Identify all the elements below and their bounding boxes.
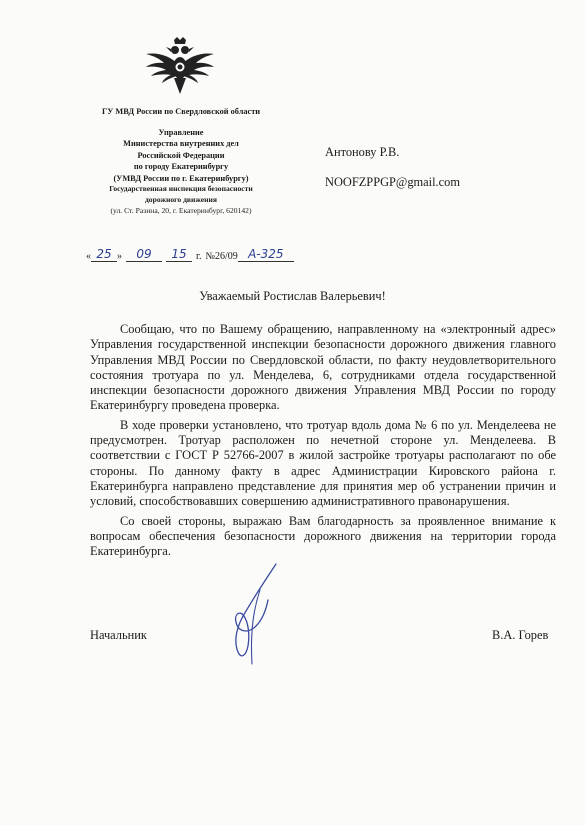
- document-number: №26/09: [205, 251, 238, 262]
- recipient-name: Антонову Р.В.: [325, 145, 400, 159]
- signer-position: Начальник: [90, 628, 147, 642]
- recipient-email: NOOFZPPGP@gmail.com: [325, 175, 460, 189]
- date-month: 09: [126, 247, 162, 262]
- department-line: Министерства внутренних дел: [123, 139, 239, 148]
- recipient-block: [325, 137, 460, 197]
- date-open-quote: «: [86, 251, 91, 262]
- date-close-quote: »: [117, 251, 122, 262]
- department-line: Российской Федерации: [137, 150, 225, 160]
- date-day: 25: [91, 247, 117, 262]
- department-line: по городу Екатеринбургу: [133, 162, 229, 171]
- salutation: Уважаемый Ростислав Валерьевич!: [199, 289, 386, 303]
- body-paragraph: Сообщаю, что по Вашему обращению, направленному на «электронный адрес» Управления государственной инспекции безопасности дорожного движения главного Управления МВД России по Свердловской области, по факту неудовлетворительного состояния тротуара по ул. Менделева, 6, сотрудниками отдела государственной инспекции безопасности дорожного движения Управления МВД России по городу Екатеринбургу проведена проверка.: [90, 322, 556, 413]
- reference-line: [86, 247, 294, 262]
- handwritten-signature-icon: [214, 560, 292, 670]
- date-year: 15: [166, 247, 192, 262]
- department-line: (УМВД России по г. Екатеринбургу): [113, 173, 249, 183]
- inspection-line: Государственная инспекция безопасности: [109, 184, 253, 193]
- sender-header: [72, 106, 290, 216]
- letter-body: [90, 322, 556, 559]
- sender-organization: ГУ МВД России по Свердловской области: [101, 107, 261, 116]
- body-paragraph: В ходе проверки установлено, что тротуар вдоль дома № 6 по ул. Менделеева не предусмотрен. Тротуар расположен по нечетной стороне ул. Менделеева. В соответствии с ГОСТ Р 52766-2007 в жилой застройке тротуары располагают по обе стороны. По данному факту в адрес Администрации Кировского района г. Екатеринбурга направлено представление для принятия мер об устранении причин и условий, способствовавших совершению административного правонарушения.: [90, 417, 556, 509]
- department-line: Управление: [158, 127, 204, 137]
- body-paragraph: Со своей стороны, выражаю Вам благодарность за проявленное внимание к вопросам обеспечения безопасности дорожного движения на территории города Екатеринбурга.: [90, 513, 556, 559]
- police-eagle-emblem-icon: [144, 36, 216, 98]
- sender-address: (ул. Ст. Разина, 20, г. Екатеринбург, 620142): [110, 206, 252, 215]
- document-number-handwritten: А-325: [238, 247, 294, 262]
- inspection-line: дорожного движения: [144, 194, 218, 204]
- signer-name: В.А. Горев: [492, 628, 549, 642]
- year-suffix: г.: [196, 251, 202, 262]
